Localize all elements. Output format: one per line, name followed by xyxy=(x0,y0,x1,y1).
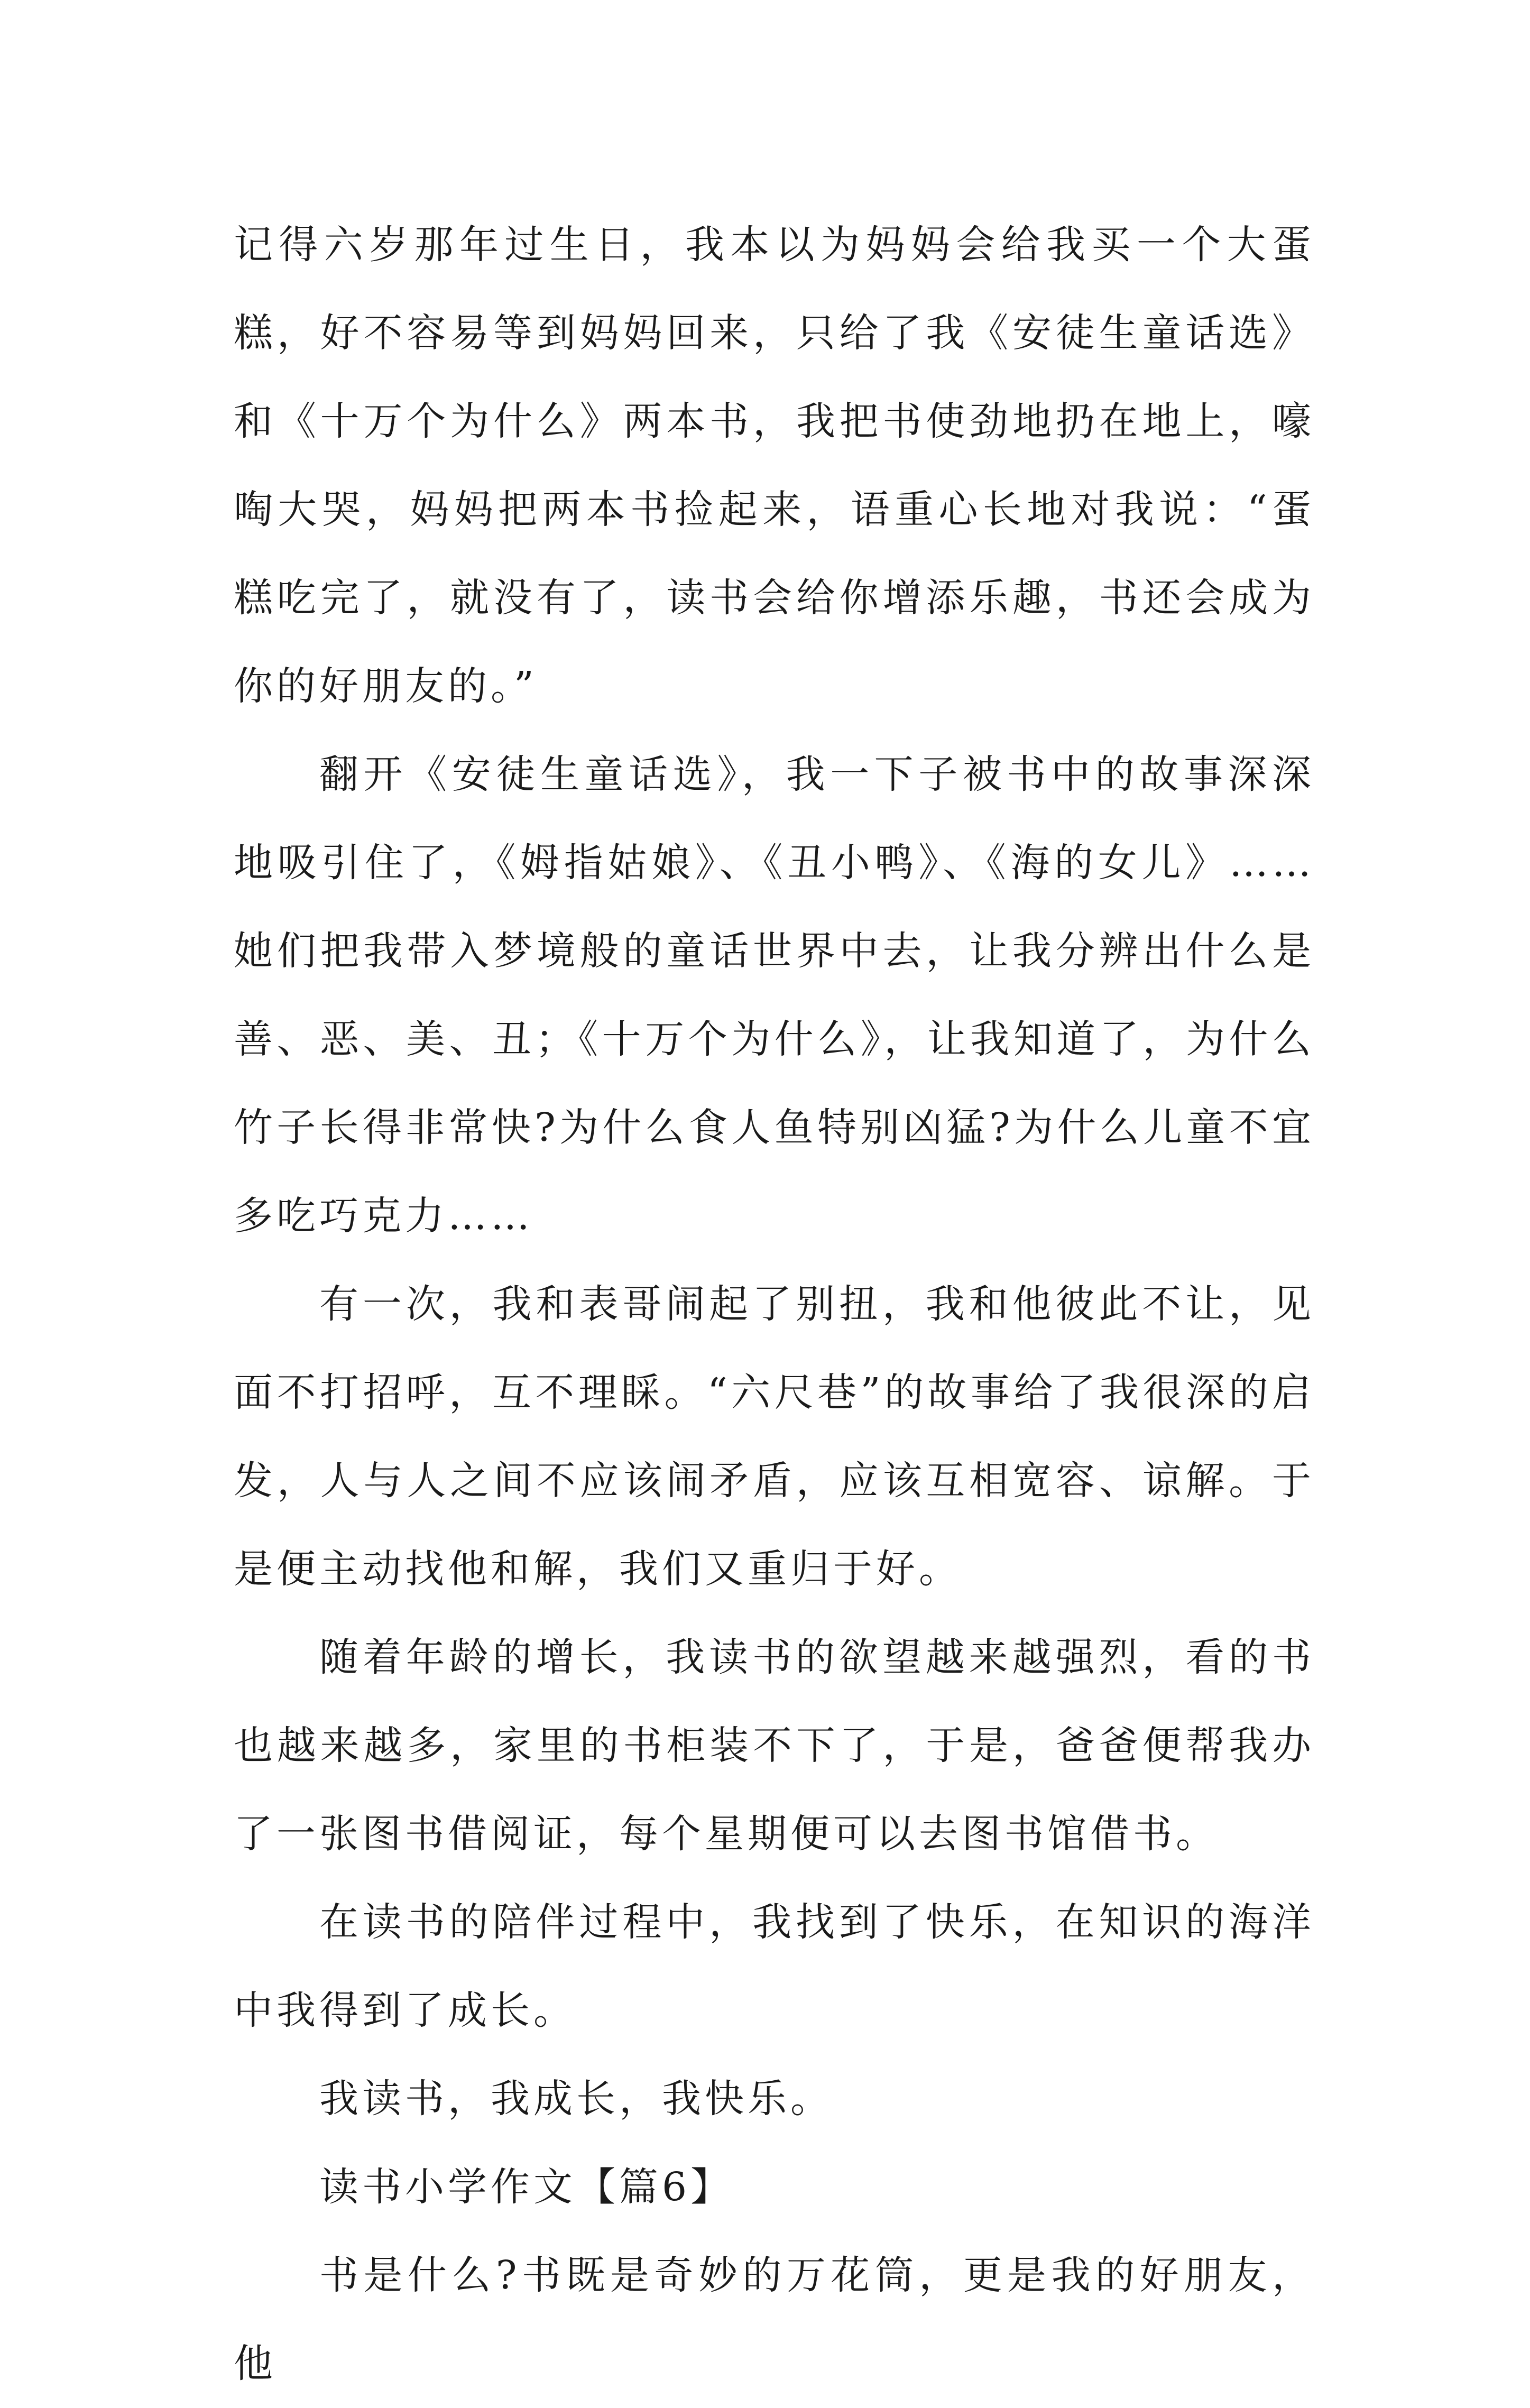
section-heading: 读书小学作文【篇6】 xyxy=(319,2164,734,2210)
paragraph-andersen: 翻开《安徒生童话选》，我一下子被书中的故事深深地吸引住了，《姆指姑娘》、《丑小鸭》、《海的女儿》……她们把我带入梦境般的童话世界中去，让我分辨出什么是善、恶、美、丑；《十万个为什么》，让我知道了，为什么竹子长得非常快?为什么食人鱼特别凶猛?为什么儿童不宜多吃巧克力…… xyxy=(234,752,1315,1239)
paragraph-birthday: 记得六岁那年过生日，我本以为妈妈会给我买一个大蛋糕，好不容易等到妈妈回来，只给了我《安徒生童话选》和《十万个为什么》两本书，我把书使劲地扔在地上，嚎啕大哭，妈妈把两本书捡起来，语重心长地对我说：“蛋糕吃完了，就没有了，读书会给你增添乐趣，书还会成为你的好朋友的。” xyxy=(234,222,1315,709)
paragraph-library-card: 随着年龄的增长，我读书的欲望越来越强烈，看的书也越来越多，家里的书柜装不下了，于是，爸爸便帮我办了一张图书借阅证，每个星期便可以去图书馆借书。 xyxy=(234,1635,1315,1857)
paragraph-motto: 我读书，我成长，我快乐。 xyxy=(319,2076,833,2121)
paragraph-cousin: 有一次，我和表哥闹起了别扭，我和他彼此不让，见面不打招呼，互不理睬。“六尺巷”的故事给了我很深的启发，人与人之间不应该闹矛盾，应该互相宽容、谅解。于是便主动找他和解，我们又重归于好。 xyxy=(234,1281,1315,1592)
document-body xyxy=(234,201,1315,2408)
paragraph-growth: 在读书的陪伴过程中，我找到了快乐，在知识的海洋中我得到了成长。 xyxy=(234,1899,1315,2033)
paragraph-what-is-book: 书是什么?书既是奇妙的万花筒，更是我的好朋友，他 xyxy=(234,2253,1315,2386)
